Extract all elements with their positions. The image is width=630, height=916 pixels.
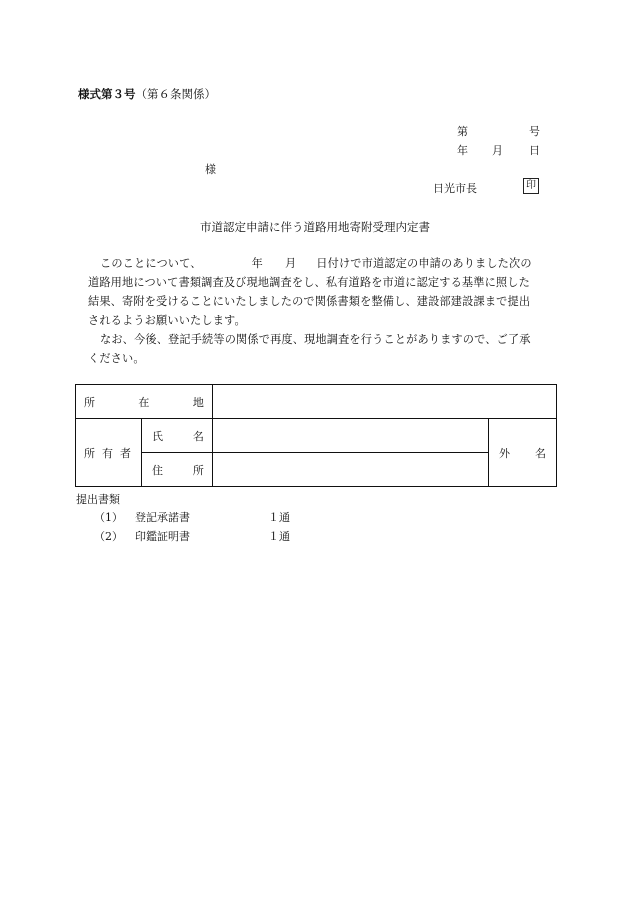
location-label-cell (76, 385, 213, 419)
address-char-1: 住 (151, 463, 163, 477)
location-char-3: 地 (192, 395, 204, 409)
location-value-cell[interactable] (212, 385, 556, 419)
owner-char-1: 所 (84, 446, 95, 460)
body-text (88, 254, 556, 368)
para2-line2: ください。 (88, 352, 145, 365)
document-title: 市道認定申請に伴う道路用地寄附受理内定書 (200, 220, 430, 234)
para1-year: 年 (251, 257, 263, 270)
owner-table (75, 384, 557, 487)
location-char-2: 在 (138, 395, 150, 409)
ref-year: 年 (457, 144, 468, 157)
ref-month: 月 (492, 144, 503, 157)
submission-heading: 提出書類 (76, 493, 120, 506)
form-relation: （第６条関係） (135, 87, 216, 101)
location-char-1: 所 (84, 395, 95, 409)
sender-name: 日光市長 (433, 182, 477, 195)
submission-item-num: （2） (94, 530, 123, 543)
submission-item-name: 登記承諾書 (135, 511, 190, 524)
address-value-cell[interactable] (212, 453, 488, 487)
submission-item-count: １通 (268, 530, 290, 543)
para1-line2: 道路用地について書類調査及び現地調査をし、私有道路を市道に認定する基準に照した (88, 276, 530, 289)
seal-mark (523, 178, 539, 194)
para1-line3: 結果、寄附を受けることにいたしましたので関係書類を整備し、建設部建設課まで提出 (88, 295, 531, 308)
para1-a: このことについて、 (100, 257, 202, 270)
para1-month: 月 (284, 257, 297, 270)
name-value-cell[interactable] (212, 419, 488, 453)
owner-char-2: 有 (101, 446, 113, 460)
submission-item-num: （1） (94, 511, 123, 524)
name-label-cell (141, 419, 212, 453)
others-char-1: 外 (499, 446, 511, 460)
form-number (78, 86, 216, 102)
address-label-cell (141, 453, 212, 487)
para1-b: 日付けで市道認定の申請のありました次の (316, 257, 532, 270)
recipient-honorific: 様 (205, 163, 216, 176)
submission-item-count: １通 (268, 511, 290, 524)
para2-line1: なお、今後、登記手続等の関係で再度、現地調査を行うことがありますので、ご了承 (100, 333, 531, 346)
name-char-2: 名 (192, 429, 204, 443)
ref-go: 号 (529, 125, 540, 138)
address-char-2: 所 (192, 463, 204, 477)
owner-label-cell (76, 419, 142, 487)
para1-line1 (88, 254, 556, 273)
name-char-1: 氏 (151, 429, 163, 443)
others-char-2: 名 (535, 446, 546, 460)
submission-item-name: 印鑑証明書 (135, 530, 190, 543)
ref-day: 日 (529, 144, 540, 157)
seal-stamp: 印 (523, 178, 539, 194)
ref-dai: 第 (457, 125, 468, 138)
form-number-label: 様式第３号 (78, 87, 136, 101)
para1-line4: されるようお願いいたします。 (88, 314, 246, 327)
owner-char-3: 者 (119, 446, 131, 460)
others-cell (489, 419, 557, 487)
